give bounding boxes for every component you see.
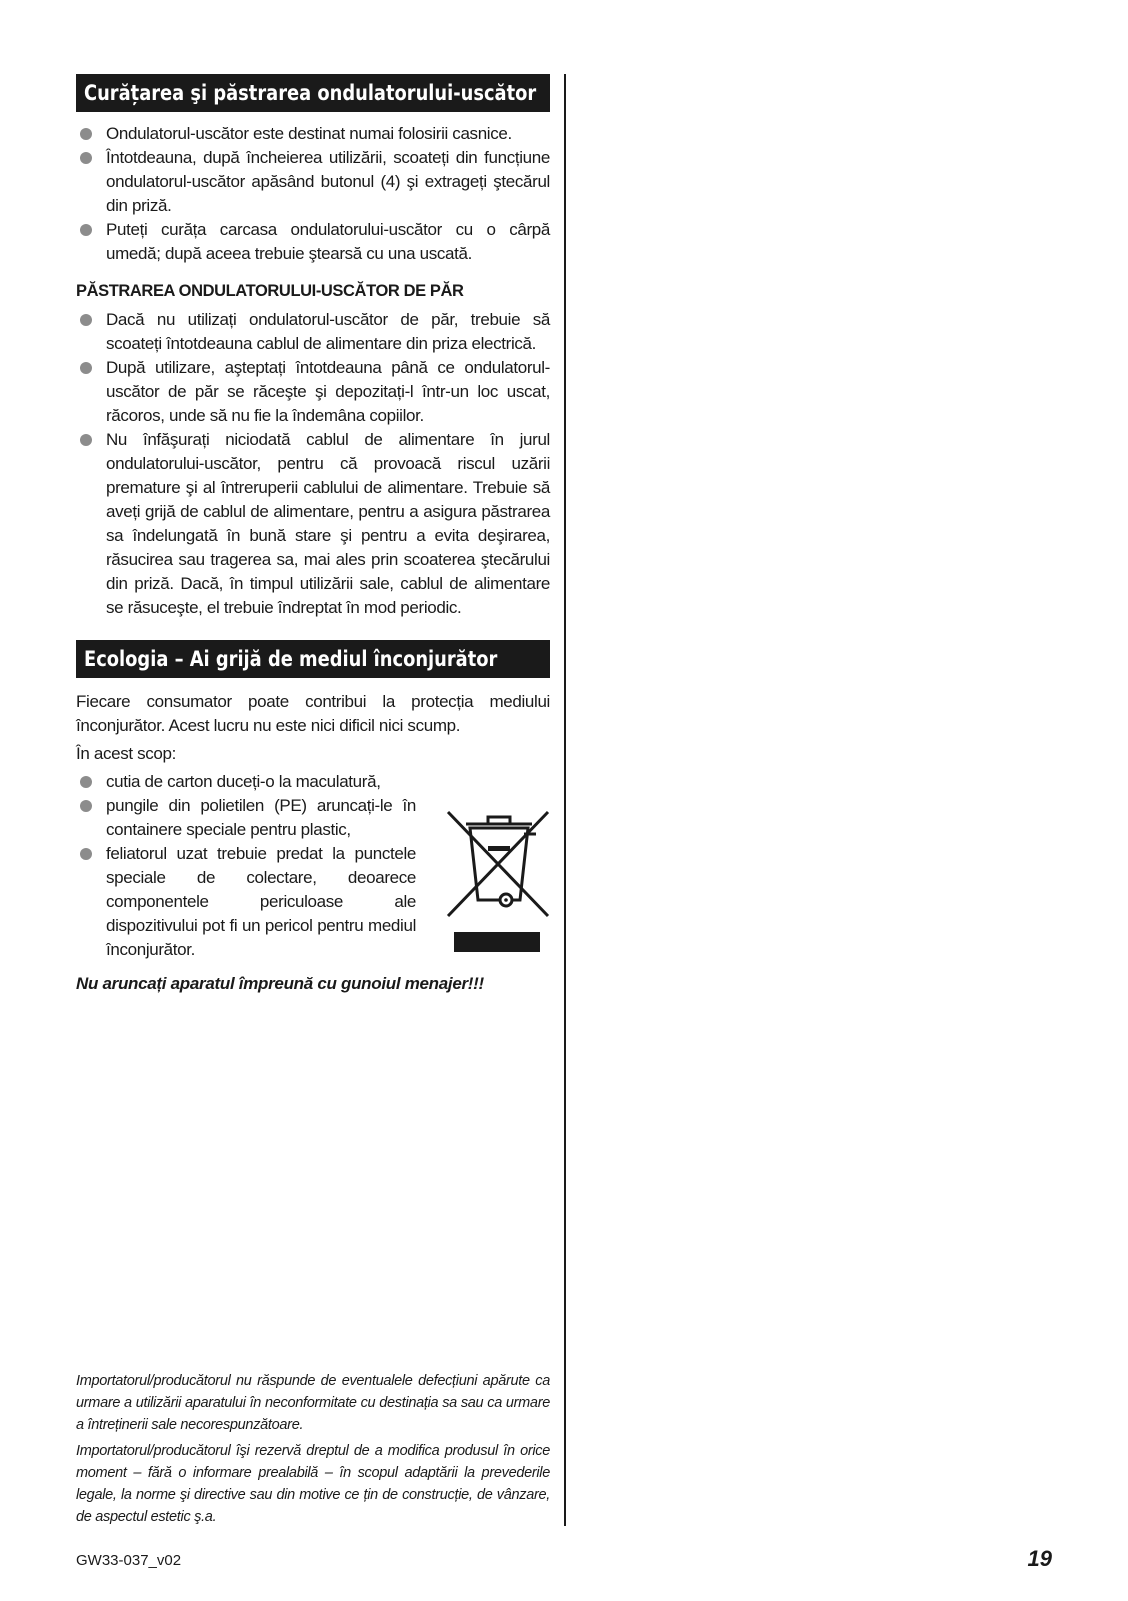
list-item: După utilizare, aşteptați întotdeauna până ce ondulatorul-uscător de păr se răceşte şi depozitați-l într-un loc uscat, răcoros, unde să nu fie la îndemâna copiilor. bbox=[76, 356, 550, 428]
section-title-cleaning: Curățarea şi păstrarea ondulatorului-uscător bbox=[76, 74, 550, 112]
ecology-intro: Fiecare consumator poate contribui la protecția mediului înconjurător. Acest lucru nu este nici dificil nici scump. bbox=[76, 692, 550, 735]
list-item: cutia de carton duceți-o la maculatură, bbox=[76, 770, 416, 794]
bullet-icon bbox=[80, 800, 92, 812]
bullet-icon bbox=[80, 776, 92, 788]
crossed-out-wheelie-bin-icon bbox=[444, 804, 554, 954]
disposal-warning: Nu aruncați aparatul împreună cu gunoiul menajer!!! bbox=[76, 974, 484, 993]
document-code: GW33-037_v02 bbox=[76, 1552, 182, 1569]
storage-list bbox=[76, 308, 550, 620]
list-item: Dacă nu utilizați ondulatorul-uscător de păr, trebuie să scoateți întotdeauna cablul de alimentare din priza electrică. bbox=[76, 308, 550, 356]
bullet-icon bbox=[80, 848, 92, 860]
bullet-icon bbox=[80, 434, 92, 446]
bullet-icon bbox=[80, 362, 92, 374]
bullet-icon bbox=[80, 128, 92, 140]
disclaimer bbox=[76, 1370, 550, 1532]
list-item: pungile din polietilen (PE) aruncați-le în containere speciale pentru plastic, bbox=[76, 794, 416, 842]
storage-subheading: PĂSTRAREA ONDULATORULUI-USCĂTOR DE PĂR bbox=[76, 282, 464, 300]
list-item: Nu înfăşurați niciodată cablul de alimentare în jurul ondulatorului-uscător, pentru că provoacă riscul uzării premature şi al întreruperii cablului de alimentare. Trebuie să aveți grijă de cablul de alimentare, pentru a asigura păstrarea sa îndelungată în bună stare şi pentru a evita deşirarea, răsucirea sau tragerea sa, mai ales prin scoaterea ştecărului din priză. Dacă, în timpul utilizării sale, cablul de alimentare se răsuceşte, el trebuie îndreptat în mod periodic. bbox=[76, 428, 550, 620]
list-item: Puteți curăța carcasa ondulatorului-uscător cu o cârpă umedă; după aceea trebuie ştearsă cu una uscată. bbox=[76, 218, 550, 266]
disclaimer-paragraph: Importatorul/producătorul îşi rezervă dreptul de a modifica produsul în orice moment – fără o informare prealabilă – în scopul adaptării la prevederile legale, la norme şi directive sau din motive ce țin de construcție, de vânzare, de aspectul estetic ş.a. bbox=[76, 1443, 550, 1525]
main-column bbox=[76, 74, 550, 996]
bullet-icon bbox=[80, 152, 92, 164]
list-item: feliatorul uzat trebuie predat la punctele speciale de colectare, deoarece componentele periculoase ale dispozitivului pot fi un pericol pentru mediul înconjurător. bbox=[76, 842, 416, 962]
list-item: Ondulatorul-uscător este destinat numai folosirii casnice. bbox=[76, 122, 550, 146]
ecology-scope: În acest scop: bbox=[76, 744, 176, 763]
column-divider bbox=[564, 74, 566, 1526]
disclaimer-paragraph: Importatorul/producătorul nu răspunde de eventualele defecțiuni apărute ca urmare a utilizării aparatului în neconformitate cu destinația sa sau ca urmare a întreținerii sale necorespunzătoare. bbox=[76, 1373, 550, 1433]
list-item: Întotdeauna, după încheierea utilizării, scoateți din funcțiune ondulatorul-uscător apăsând butonul (4) şi extrageți ştecărul din priză. bbox=[76, 146, 550, 218]
section-title-ecology: Ecologia – Ai grijă de mediul înconjurător bbox=[76, 640, 550, 678]
ecology-list bbox=[76, 770, 416, 962]
bullet-icon bbox=[80, 224, 92, 236]
bullet-icon bbox=[80, 314, 92, 326]
ecology-body bbox=[76, 770, 550, 962]
cleaning-list bbox=[76, 122, 550, 266]
page-number: 19 bbox=[1027, 1546, 1052, 1571]
